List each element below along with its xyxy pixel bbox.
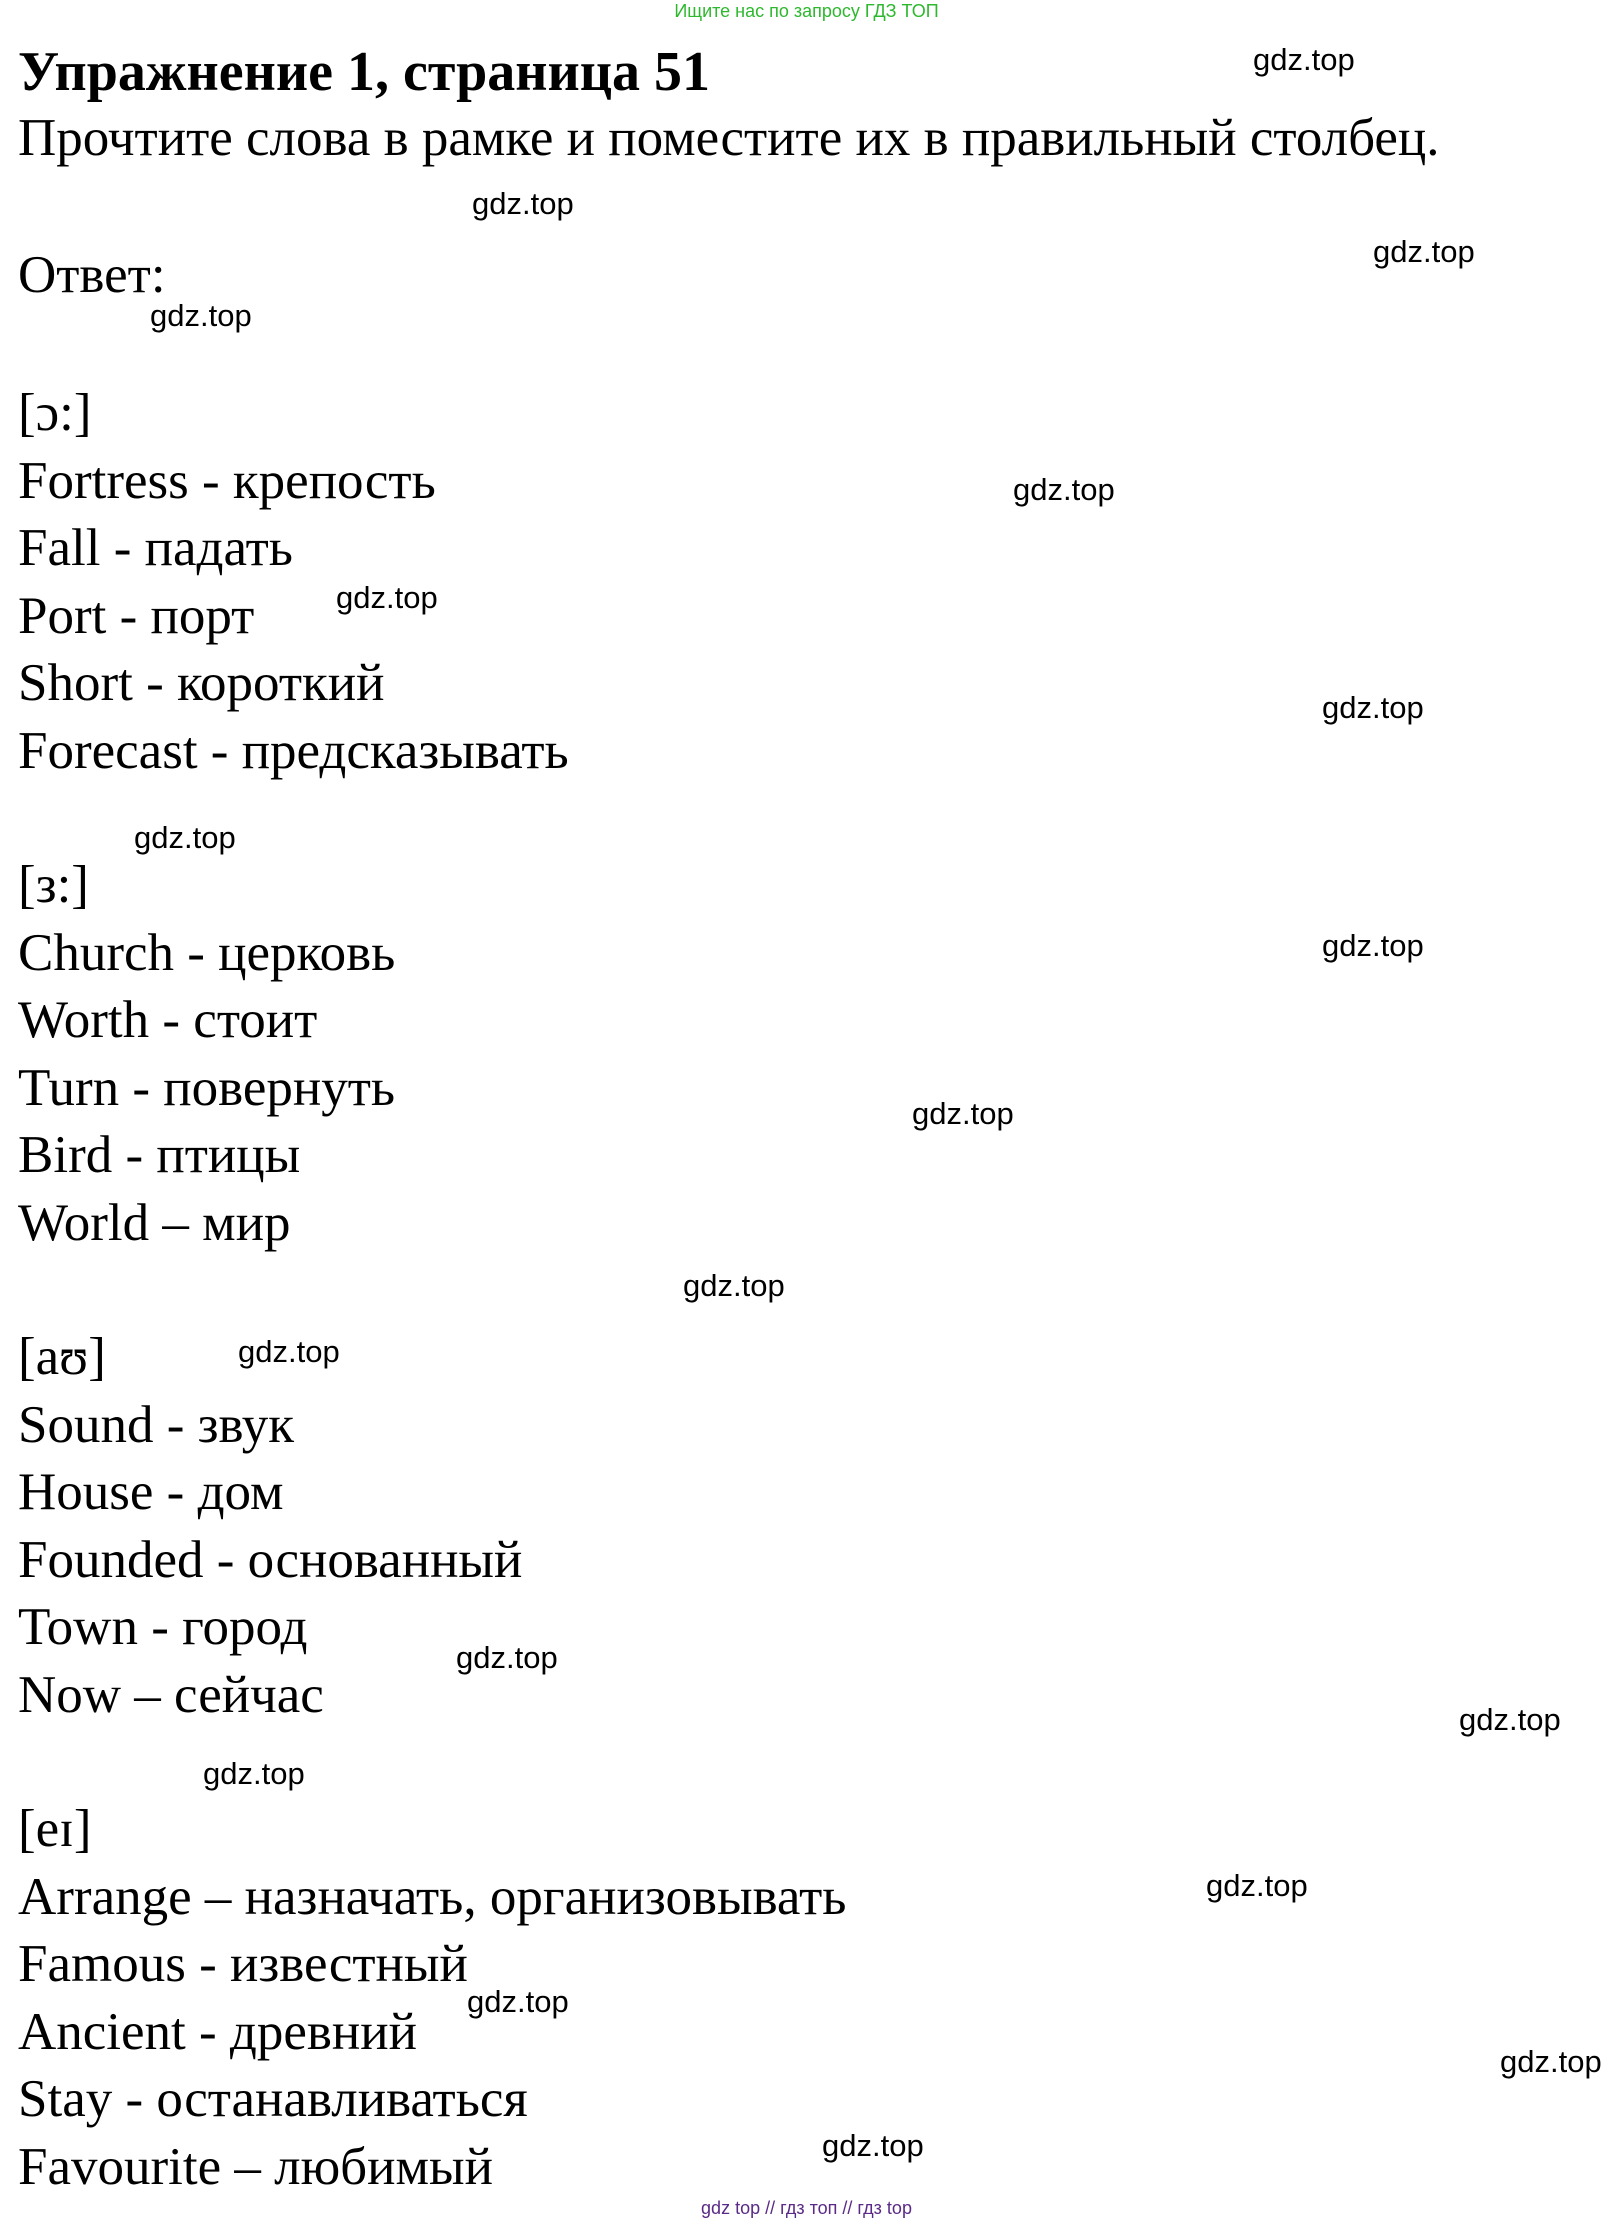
word-item: Fortress - крепость xyxy=(18,451,436,510)
word-item: Founded - основанный xyxy=(18,1530,523,1589)
section-er-long xyxy=(18,852,395,1257)
watermark: gdz.top xyxy=(1206,1868,1308,1903)
section-ei xyxy=(18,1796,846,2201)
footer-watermark-note: gdz top // гдз топ // гдз top xyxy=(701,2198,912,2218)
section-au xyxy=(18,1324,522,1729)
watermark: gdz.top xyxy=(1373,234,1475,269)
word-item: House - дом xyxy=(18,1463,284,1521)
word-item: Stay - останавливаться xyxy=(18,2070,528,2128)
section-o-long xyxy=(18,380,569,785)
word-item: Favourite – любимый xyxy=(18,2137,494,2196)
watermark: gdz.top xyxy=(1459,1702,1561,1737)
watermark: gdz.top xyxy=(203,1756,305,1791)
word-item: World – мир xyxy=(18,1193,291,1252)
section-heading: [ɔ:] xyxy=(18,384,92,442)
section-heading: [eɪ] xyxy=(18,1800,92,1858)
header-promo-note: Ищите нас по запросу ГДЗ ТОП xyxy=(674,1,939,21)
section-heading: [aʊ] xyxy=(18,1328,106,1386)
section-heading: [з:] xyxy=(18,856,89,914)
watermark: gdz.top xyxy=(134,820,236,855)
watermark: gdz.top xyxy=(238,1334,340,1369)
word-item: Worth - стоит xyxy=(18,991,318,1049)
word-item: Famous - известный xyxy=(18,1935,468,1993)
word-item: Arrange – назначать, организовывать xyxy=(18,1867,847,1926)
word-item: Sound - звук xyxy=(18,1395,295,1454)
watermark: gdz.top xyxy=(456,1640,558,1675)
watermark: gdz.top xyxy=(467,1984,569,2019)
watermark: gdz.top xyxy=(1322,928,1424,963)
word-item: Turn - повернуть xyxy=(18,1058,396,1117)
word-item: Church - церковь xyxy=(18,923,396,982)
watermark: gdz.top xyxy=(1322,690,1424,725)
watermark: gdz.top xyxy=(150,298,252,333)
word-item: Port - порт xyxy=(18,586,255,645)
exercise-instruction: Прочтите слова в рамке и поместите их в правильный столбец. xyxy=(18,109,1440,167)
watermark: gdz.top xyxy=(336,580,438,615)
word-item: Short - короткий xyxy=(18,654,385,712)
word-item: Ancient - древний xyxy=(18,2002,418,2061)
word-item: Town - город xyxy=(18,1598,308,1656)
watermark: gdz.top xyxy=(822,2128,924,2163)
watermark: gdz.top xyxy=(912,1096,1014,1131)
watermark: gdz.top xyxy=(472,186,574,221)
watermark: gdz.top xyxy=(683,1268,785,1303)
page-title: Упражнение 1, страница 51 xyxy=(18,41,711,103)
watermark: gdz.top xyxy=(1500,2044,1602,2079)
watermark: gdz.top xyxy=(1013,472,1115,507)
word-item: Forecast - предсказывать xyxy=(18,721,569,780)
word-item: Fall - падать xyxy=(18,519,293,577)
word-item: Now – сейчас xyxy=(18,1665,324,1724)
watermark: gdz.top xyxy=(1253,42,1355,77)
answer-label: Ответ: xyxy=(18,246,166,304)
word-item: Bird - птицы xyxy=(18,1126,301,1184)
